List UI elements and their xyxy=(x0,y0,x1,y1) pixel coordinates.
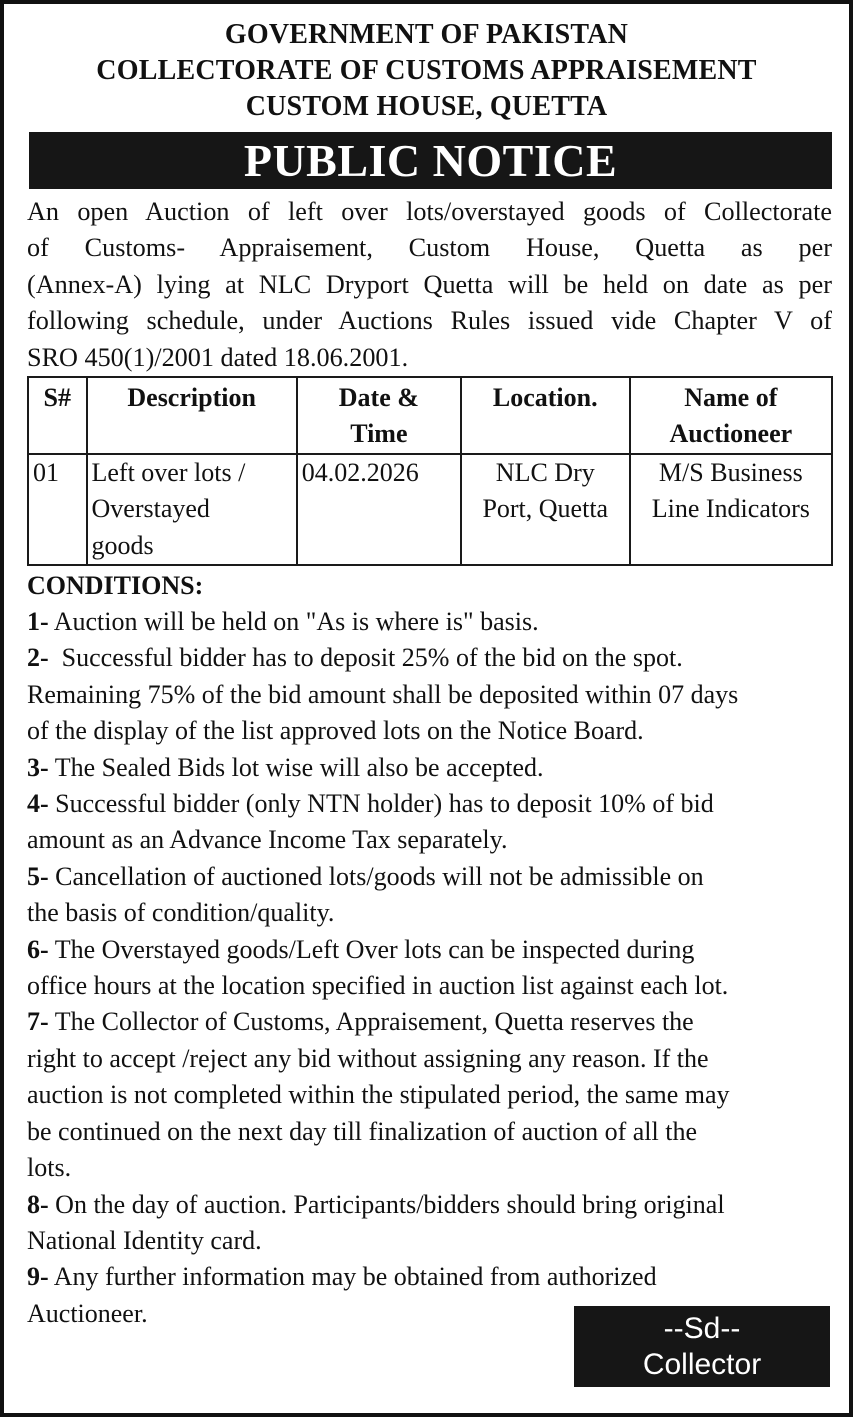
table-header-row xyxy=(28,377,832,454)
condition-item-8: 8- On the day of auction. Participants/bidders should bring original National Identity card. xyxy=(27,1189,725,1255)
condition-item-2: 2- Successful bidder has to deposit 25% of the bid on the spot. Remaining 75% of the bid amount shall be deposited within 07 days of the display of the list approved lots on the Notice Board. xyxy=(27,643,739,746)
intro-paragraph xyxy=(27,194,832,376)
signature-title: Collector xyxy=(642,1348,762,1381)
cell-description: Left over lots / Overstayed goods xyxy=(87,454,297,565)
intro-line: An open Auction of left over lots/overstayed goods of Collectorate xyxy=(27,197,832,226)
col-header-description: Description xyxy=(87,377,297,454)
table-row xyxy=(28,454,832,565)
condition-item-3: 3- The Sealed Bids lot wise will also be accepted. xyxy=(27,752,544,782)
signature-sd: --Sd-- xyxy=(663,1312,741,1345)
conditions-heading: CONDITIONS: xyxy=(27,571,204,600)
condition-item-1: 1- Auction will be held on "As is where is" basis. xyxy=(27,607,539,636)
header-collectorate: COLLECTORATE OF CUSTOMS APPRAISEMENT xyxy=(96,55,757,86)
header-custom-house: CUSTOM HOUSE, QUETTA xyxy=(245,91,608,122)
cell-location: NLC Dry Port, Quetta xyxy=(461,454,630,565)
cell-sn: 01 xyxy=(28,454,87,565)
intro-line: of Customs- Appraisement, Custom House, Quetta as per xyxy=(27,233,832,263)
condition-item-9: 9- Any further information may be obtained from authorized Auctioneer. xyxy=(27,1262,657,1328)
conditions-list xyxy=(27,604,832,1332)
signature-block xyxy=(574,1306,830,1387)
col-header-date-time: Date & Time xyxy=(297,377,461,454)
intro-line: SRO 450(1)/2001 dated 18.06.2001. xyxy=(27,342,409,372)
intro-line: following schedule, under Auctions Rules issued vide Chapter V of xyxy=(27,306,832,336)
condition-item-5: 5- Cancellation of auctioned lots/goods will not be admissible on the basis of condition/quality. xyxy=(27,861,704,928)
auction-schedule-table xyxy=(27,376,833,566)
public-notice-banner: PUBLIC NOTICE xyxy=(29,132,832,189)
col-header-auctioneer: Name of Auctioneer xyxy=(630,377,832,454)
condition-item-7: 7- The Collector of Customs, Appraisement, Quetta reserves the right to accept /reject any bid without assigning any reason. If the auction is not completed within the stipulated period, the same may be continued on the next day till finalization of auction of all the lots. xyxy=(27,1007,730,1183)
cell-date-time: 04.02.2026 xyxy=(297,454,461,565)
col-header-location: Location. xyxy=(461,377,630,454)
col-header-sn: S# xyxy=(28,377,87,454)
condition-item-4: 4- Successful bidder (only NTN holder) has to deposit 10% of bid amount as an Advance Income Tax separately. xyxy=(27,789,714,855)
condition-item-6: 6- The Overstayed goods/Left Over lots can be inspected during office hours at the location specified in auction list against each lot. xyxy=(27,934,729,1001)
intro-line: (Annex-A) lying at NLC Dryport Quetta will be held on date as per xyxy=(27,269,832,299)
cell-auctioneer: M/S Business Line Indicators xyxy=(630,454,832,565)
header-government: GOVERNMENT OF PAKISTAN xyxy=(224,19,629,50)
